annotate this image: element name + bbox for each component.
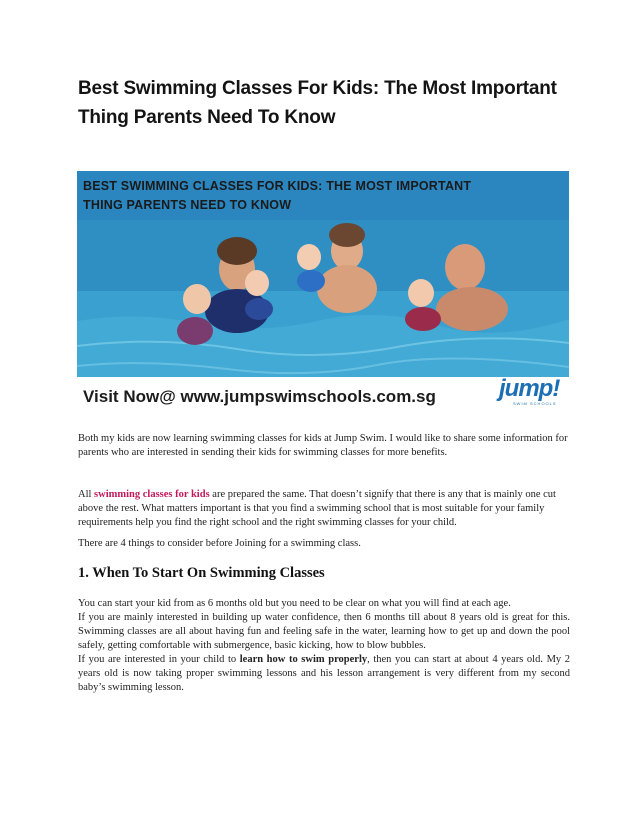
line3-prefix: If you are interested in your child to (78, 654, 240, 665)
section-body (78, 597, 570, 695)
banner-url-text: Visit Now@ www.jumpswimschools.com.sg (83, 387, 436, 406)
paragraph-two (78, 488, 570, 530)
para2-rest: are prepared the same. That doesn’t signify that there is any that is mainly one cut above the rest. What matters important is that you find a swimming school that is most suitable for your family requirements help you find the right school and the right swimming classes for your child. (78, 489, 556, 528)
line3-rest: , then you can start at about 4 years old. My 2 years old is now taking proper swimming lessons and his lesson arrangement is very different from my second baby’s swimming lesson. (78, 654, 571, 693)
banner-image (77, 171, 569, 411)
logo-word: jump! (499, 375, 560, 402)
banner-headline-line1: BEST SWIMMING CLASSES FOR KIDS: THE MOST IMPORTANT (83, 179, 472, 193)
section-heading: 1. When To Start On Swimming Classes (78, 565, 325, 581)
paragraph-three: There are 4 things to consider before Joining for a swimming class. (78, 538, 361, 549)
section-line2: If you are mainly interested in building up water confidence, then 6 months till about 8 years old is great for this. Swimming classes are all about having fun and feeling safe in the water, learning how to get up and down the pool safely, getting comfortable with submergence, basic kicking, how to blow bubbles. (78, 612, 570, 651)
swimming-classes-link[interactable]: swimming classes for kids (94, 489, 210, 500)
jump-logo (499, 375, 565, 409)
logo-subtext: SWIM SCHOOLS (513, 401, 557, 406)
intro-paragraph: Both my kids are now learning swimming classes for kids at Jump Swim. I would like to share some information for parents who are interested in sending their kids for swimming classes for more benefits. (78, 433, 568, 458)
banner-headline-line2: THING PARENTS NEED TO KNOW (83, 198, 292, 212)
section-line1: You can start your kid from as 6 months old but you need to be clear on what you will find at each age. (78, 598, 511, 609)
section-line3 (78, 653, 570, 695)
page-title: Best Swimming Classes For Kids: The Most Important Thing Parents Need To Know (78, 78, 557, 128)
line3-bold: learn how to swim properly (239, 654, 368, 665)
para2-prefix: All (78, 489, 95, 500)
